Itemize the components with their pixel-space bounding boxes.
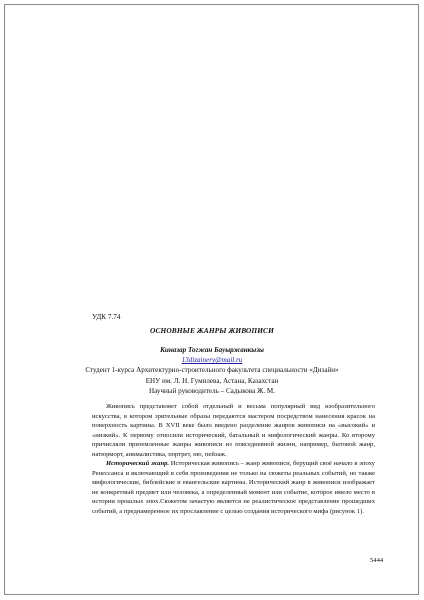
scientific-supervisor: Научный руководитель – Садыкова Ж. М. — [148, 386, 275, 395]
article-body — [92, 402, 375, 516]
page-number: 5444 — [370, 557, 384, 564]
author-affiliation-faculty: Студент 1-курса Архитектурно-строительного факультета специальности «Дизайн» — [85, 366, 339, 375]
author-block — [0, 345, 424, 396]
udk-code: УДК 7.74 — [92, 313, 121, 321]
paragraph-historical-text: Историческая живопись – жанр живописи, берущий своё начало в эпоху Ренессанса и включающий в себя произведения не только на сюжеты реальных событий, но также мифологические, библейские и евангельские картины. Исторический жанр в живописи изображает не конкретный предмет или человека, а определенный момент или событие, которое имело место в истории прошлых эпох.Сюжетом зачастую является не реалистическое представление прошедших событий, а преднамеренное их прославление с целью создания исторического мифа (рисунок 1). — [92, 460, 375, 515]
article-title: ОСНОВНЫЕ ЖАНРЫ ЖИВОПИСИ — [150, 326, 274, 335]
author-name: Киназар Тогжан Бауыржанкызы — [160, 346, 264, 354]
paragraph-intro: Живопись представляет собой отдельный и весьма популярный вид изобразительного искусства, в котором зрительные образы передаются мастером посредством нанесения красок на поверхность картины. В XVII веке было введено разделение жанров живописи на «высокий» и «низкий». К первому относили исторический, батальный и мифологический жанры. Ко второму причисляли приземленные жанры живописи из повседневной жизни, например, бытовой жанр, натюрморт, анималистика, портрет, ню, пейзаж. — [92, 403, 375, 458]
author-affiliation-university: ЕНУ им. Л. Н. Гумилева, Астана, Казахстан — [145, 376, 279, 385]
paragraph-lead-heading: Исторический жанр. — [106, 460, 170, 467]
author-email-link[interactable]: 13dizainery@mail.ru — [181, 356, 243, 365]
paragraph-historical-genre — [92, 459, 375, 516]
